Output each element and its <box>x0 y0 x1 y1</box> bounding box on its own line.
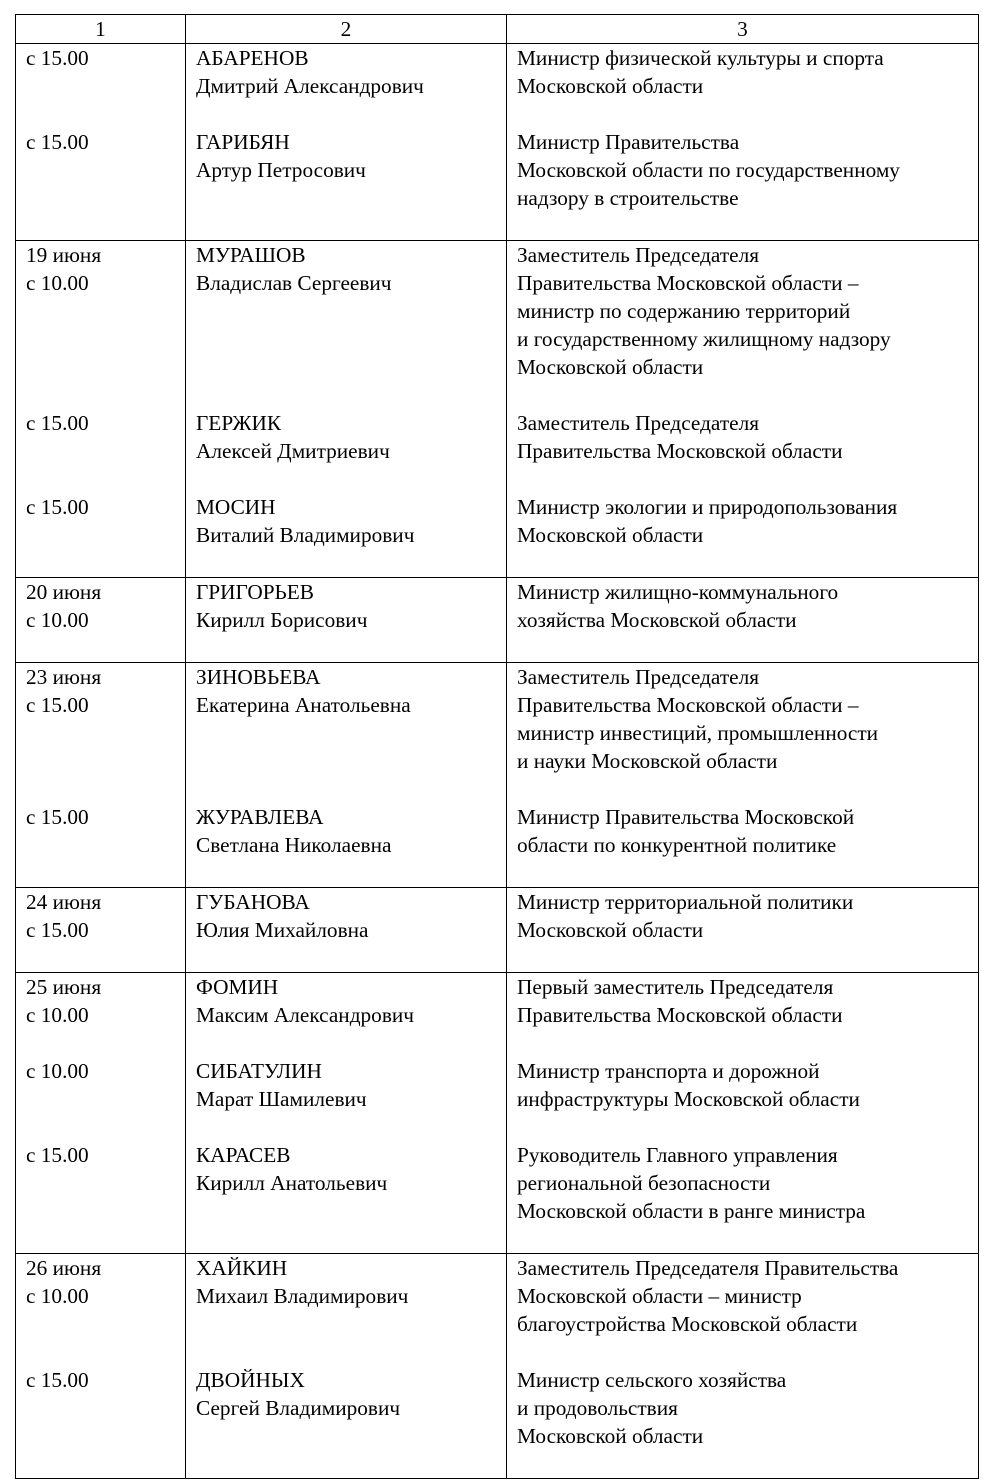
entry-date: 24 июня <box>26 890 102 914</box>
person-name: Дмитрий Александрович <box>196 74 424 98</box>
line-filler <box>26 521 185 549</box>
person-surname: ГУБАНОВА <box>196 890 310 914</box>
person-name: Юлия Михайловна <box>196 918 369 942</box>
person-surname: АБАРЕНОВ <box>196 46 309 70</box>
line-filler <box>26 1197 185 1225</box>
position-line: Московской области <box>517 74 704 98</box>
schedule-body <box>16 44 979 1479</box>
date-time-cell <box>16 578 186 663</box>
position-line: инфраструктуры Московской области <box>517 1087 860 1111</box>
position-line: благоустройства Московской области <box>517 1312 858 1336</box>
entry-time: с 10.00 <box>26 608 89 632</box>
person-surname: МУРАШОВ <box>196 243 306 267</box>
position-line: Министр сельского хозяйства <box>517 1368 787 1392</box>
entry-spacer <box>196 381 506 409</box>
position-line: Заместитель Председателя <box>517 411 760 435</box>
date-time-cell <box>16 44 186 241</box>
line-filler <box>26 437 185 465</box>
person-name: Михаил Владимирович <box>196 1284 409 1308</box>
person-name: Кирилл Борисович <box>196 608 368 632</box>
date-time-cell <box>16 1254 186 1479</box>
person-cell <box>186 663 507 888</box>
entry-spacer <box>26 465 185 493</box>
position-line: Министр физической культуры и спорта <box>517 46 884 70</box>
position-line: Московской области по государственному <box>517 158 900 182</box>
schedule-row <box>16 663 979 888</box>
line-filler <box>26 184 185 212</box>
position-line: и продовольствия <box>517 1396 678 1420</box>
position-line: Министр Правительства Московской <box>517 805 855 829</box>
person-surname: ЗИНОВЬЕВА <box>196 665 321 689</box>
entry-spacer <box>517 1029 978 1057</box>
line-filler <box>26 72 185 100</box>
position-line: Заместитель Председателя <box>517 243 760 267</box>
person-surname: ГЕРЖИК <box>196 411 282 435</box>
person-cell <box>186 973 507 1254</box>
position-line: Министр транспорта и дорожной <box>517 1059 820 1083</box>
position-line: Министр Правительства <box>517 130 740 154</box>
column-header-1: 1 <box>16 15 186 44</box>
entry-date: 25 июня <box>26 975 102 999</box>
line-filler <box>196 719 506 747</box>
date-time-cell <box>16 973 186 1254</box>
person-surname: МОСИН <box>196 495 276 519</box>
entry-date: 26 июня <box>26 1256 102 1280</box>
person-name: Максим Александрович <box>196 1003 414 1027</box>
position-line: Московской области <box>517 355 704 379</box>
line-filler <box>26 297 185 325</box>
schedule-row <box>16 1254 979 1479</box>
entry-spacer <box>517 1338 978 1366</box>
entry-spacer <box>517 100 978 128</box>
column-header-3: 3 <box>507 15 979 44</box>
entry-spacer <box>26 100 185 128</box>
position-line: региональной безопасности <box>517 1171 771 1195</box>
line-filler <box>26 325 185 353</box>
entry-date: 20 июня <box>26 580 102 604</box>
date-time-cell <box>16 663 186 888</box>
person-name: Артур Петросович <box>196 158 366 182</box>
entry-spacer <box>196 465 506 493</box>
entry-time: с 10.00 <box>26 1284 89 1308</box>
position-line: Заместитель Председателя Правительства <box>517 1256 899 1280</box>
person-surname: ГАРИБЯН <box>196 130 290 154</box>
line-filler <box>26 1394 185 1422</box>
position-line: министр инвестиций, промышленности <box>517 721 879 745</box>
entry-spacer <box>196 1113 506 1141</box>
person-name: Алексей Дмитриевич <box>196 439 390 463</box>
position-line: Правительства Московской области – <box>517 693 859 717</box>
person-name: Виталий Владимирович <box>196 523 415 547</box>
person-surname: ФОМИН <box>196 975 279 999</box>
person-surname: ЖУРАВЛЕВА <box>196 805 324 829</box>
entry-spacer <box>196 1338 506 1366</box>
entry-spacer <box>517 465 978 493</box>
schedule-table <box>15 14 979 1479</box>
person-name: Кирилл Анатольевич <box>196 1171 388 1195</box>
position-cell <box>507 1254 979 1479</box>
person-surname: КАРАСЕВ <box>196 1143 291 1167</box>
schedule-row <box>16 241 979 578</box>
line-filler <box>196 1310 506 1338</box>
person-cell <box>186 241 507 578</box>
person-cell <box>186 1254 507 1479</box>
line-filler <box>196 297 506 325</box>
line-filler <box>26 1310 185 1338</box>
entry-date: 19 июня <box>26 243 102 267</box>
line-filler <box>196 184 506 212</box>
entry-spacer <box>26 1338 185 1366</box>
entry-date: 23 июня <box>26 665 102 689</box>
entry-time: с 15.00 <box>26 693 89 717</box>
position-line: Московской области <box>517 1424 704 1448</box>
position-line: области по конкурентной политике <box>517 833 837 857</box>
entry-time: с 15.00 <box>26 130 89 154</box>
entry-time: с 10.00 <box>26 271 89 295</box>
position-line: Заместитель Председателя <box>517 665 760 689</box>
entry-spacer <box>26 1029 185 1057</box>
entry-time: с 15.00 <box>26 411 89 435</box>
line-filler <box>26 1085 185 1113</box>
position-cell <box>507 973 979 1254</box>
person-surname: ДВОЙНЫХ <box>196 1368 305 1392</box>
schedule-row <box>16 973 979 1254</box>
position-line: и государственному жилищному надзору <box>517 327 891 351</box>
position-line: Московской области в ранге министра <box>517 1199 866 1223</box>
person-name: Сергей Владимирович <box>196 1396 401 1420</box>
position-line: Министр территориальной политики <box>517 890 854 914</box>
person-cell <box>186 578 507 663</box>
person-surname: ГРИГОРЬЕВ <box>196 580 314 604</box>
line-filler <box>196 325 506 353</box>
line-filler <box>196 1197 506 1225</box>
line-filler <box>196 353 506 381</box>
position-line: надзору в строительстве <box>517 186 739 210</box>
header-row <box>16 15 979 44</box>
position-line: министр по содержанию территорий <box>517 299 851 323</box>
date-time-cell <box>16 241 186 578</box>
person-name: Екатерина Анатольевна <box>196 693 411 717</box>
position-line: хозяйства Московской области <box>517 608 797 632</box>
position-line: Министр жилищно-коммунального <box>517 580 839 604</box>
position-cell <box>507 663 979 888</box>
position-cell <box>507 44 979 241</box>
line-filler <box>26 1422 185 1450</box>
entry-time: с 15.00 <box>26 805 89 829</box>
position-line: Правительства Московской области <box>517 1003 843 1027</box>
entry-time: с 10.00 <box>26 1003 89 1027</box>
entry-spacer <box>26 1113 185 1141</box>
position-line: Министр экологии и природопользования <box>517 495 898 519</box>
entry-spacer <box>196 100 506 128</box>
line-filler <box>26 156 185 184</box>
person-surname: ХАЙКИН <box>196 1256 288 1280</box>
date-time-cell <box>16 888 186 973</box>
person-cell <box>186 888 507 973</box>
entry-time: с 15.00 <box>26 495 89 519</box>
entry-time: с 15.00 <box>26 46 89 70</box>
schedule-row <box>16 44 979 241</box>
entry-time: с 15.00 <box>26 918 89 942</box>
position-line: Московской области – министр <box>517 1284 802 1308</box>
entry-spacer <box>517 381 978 409</box>
position-line: Первый заместитель Председателя <box>517 975 834 999</box>
person-name: Владислав Сергеевич <box>196 271 392 295</box>
person-name: Марат Шамилевич <box>196 1087 367 1111</box>
entry-time: с 15.00 <box>26 1143 89 1167</box>
line-filler <box>196 1422 506 1450</box>
entry-spacer <box>517 775 978 803</box>
line-filler <box>196 747 506 775</box>
entry-time: с 10.00 <box>26 1059 89 1083</box>
entry-spacer <box>196 1029 506 1057</box>
person-cell <box>186 44 507 241</box>
entry-spacer <box>196 775 506 803</box>
line-filler <box>26 831 185 859</box>
entry-spacer <box>26 381 185 409</box>
schedule-row <box>16 578 979 663</box>
position-line: Правительства Московской области – <box>517 271 859 295</box>
entry-spacer <box>26 775 185 803</box>
line-filler <box>26 1169 185 1197</box>
person-name: Светлана Николаевна <box>196 833 392 857</box>
line-filler <box>26 747 185 775</box>
position-cell <box>507 241 979 578</box>
position-line: Правительства Московской области <box>517 439 843 463</box>
position-cell <box>507 888 979 973</box>
column-header-2: 2 <box>186 15 507 44</box>
position-line: Московской области <box>517 918 704 942</box>
line-filler <box>26 353 185 381</box>
schedule-row <box>16 888 979 973</box>
position-cell <box>507 578 979 663</box>
position-line: Московской области <box>517 523 704 547</box>
person-surname: СИБАТУЛИН <box>196 1059 322 1083</box>
position-line: и науки Московской области <box>517 749 778 773</box>
entry-time: с 15.00 <box>26 1368 89 1392</box>
line-filler <box>26 719 185 747</box>
position-line: Руководитель Главного управления <box>517 1143 838 1167</box>
entry-spacer <box>517 1113 978 1141</box>
